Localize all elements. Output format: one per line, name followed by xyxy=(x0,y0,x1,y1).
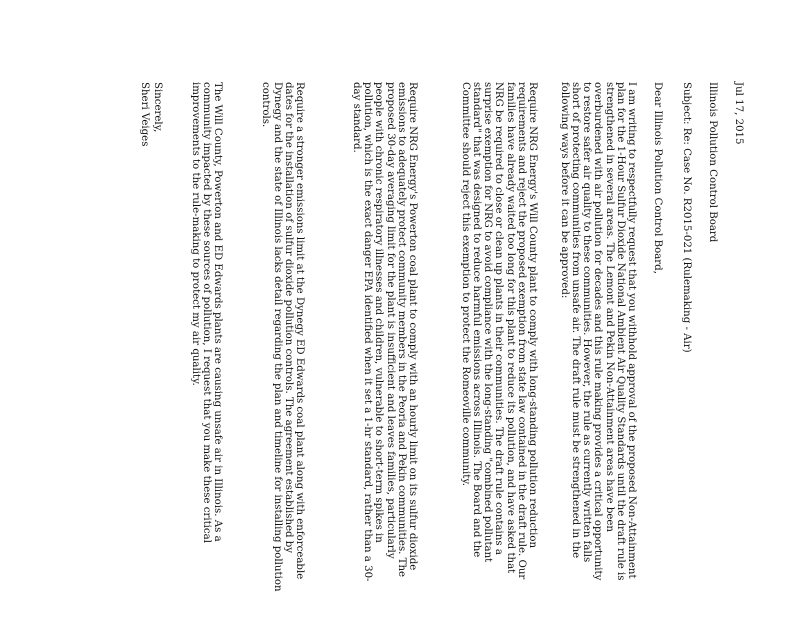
letter-subject: Subject: Re: Case No. R2015-021 (Rulemaking - Air) xyxy=(681,82,692,353)
letter-paragraph: Require NRG Energy's Will County plant to comply with long-standing pollution reduction requirements and reject the proposed exemption from state law contained in the draft rule. Our families have already waited too long for this plant to reduce its pollution, and have asked that NRG be required to close or clean up plants in their communities. The draft rule contains a surprise exemption for NRG to avoid compliance with the long-standing "combined pollutant standard" that was designed to reduce harmful emissions across Illinois. The Board and the Committee should reject this exemption to protect the Romeoville community. xyxy=(459,82,538,580)
letter-paragraph: I am writing to respectfully request that you withhold approval of the proposed Non-Attainment plan for the 1-Hour Sulfur Dioxide National Ambient Air Quality Standards until the draft rule is strengthened in several areas. The Lemont and Pekin Non-Attainment areas have been overburdened with air pollution for decades and this rule making provides a critical opportunity to restore safer air quality to these communities. However, the rule as currently written falls short of protecting communities from unsafe air. The draft rule must be strengthened in the following ways before it can be approved: xyxy=(558,82,637,581)
letter-date: Jul 17, 2015 xyxy=(733,82,744,145)
letter-salutation: Dear Illinois Pollution Control Board, xyxy=(652,82,663,274)
letter-paragraph: Require a stronger emissions limit at the Dynegy ED Edwards coal plant along with enforceable dates for the installation of sulfur dioxide pollution controls. The agreement established by Dynegy and the state of Illinois lacks detail regarding the plan and timeline for installing pollution controls. xyxy=(260,82,305,592)
letter-paragraph: The Will County, Powerton and ED Edwards plants are causing unsafe air in Illinois. As a community impacted by these sources of pollution, I request that you make these critical improvements to the rule-making to protect my air quality. xyxy=(189,82,223,543)
letter-recipient: Illinois Pollution Control Board xyxy=(707,82,718,243)
letter-paragraph: Require NRG Energy's Powerton coal plant to comply with an hourly limit on its sulfur dioxide emissions to adequately protect community members in the Peoria and Pekin communities. The proposed 30-day averaging limit for the plant is insufficient and leaves families, particularly people with chronic respiratory illnesses and children, vulnerable to short-term spikes in pollution, which is the exact danger EPA identified when it set a 1-hr standard, rather than a 30-day standard. xyxy=(350,82,418,582)
letter-signature: Sheri Veiges xyxy=(139,82,150,147)
letter-closing: Sincerely, xyxy=(152,82,163,133)
